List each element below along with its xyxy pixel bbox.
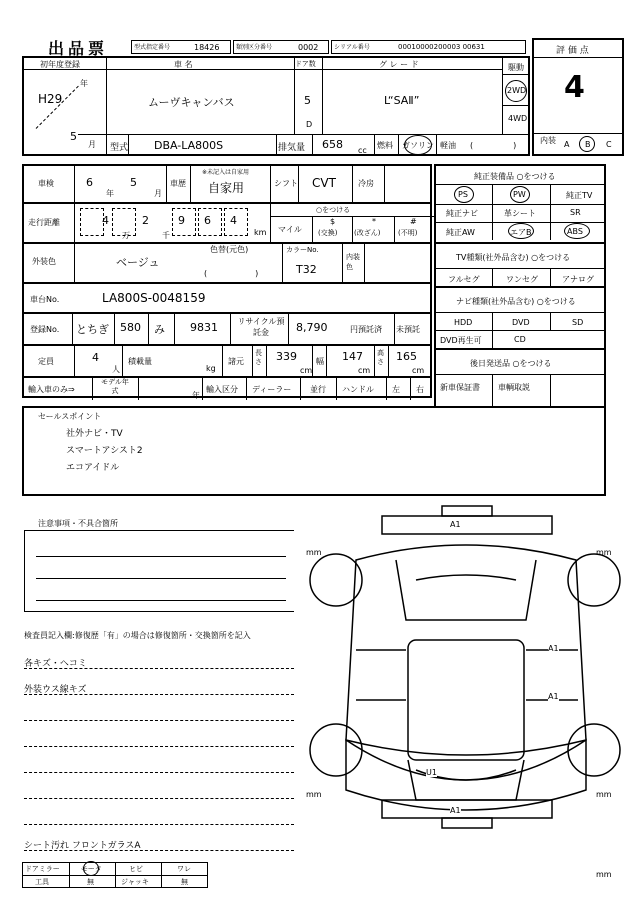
displacement-value: 658 — [322, 138, 343, 151]
width-unit: cm — [358, 366, 371, 375]
inspect-year-unit: 年 — [106, 189, 114, 198]
tools-label: 工具 — [35, 878, 49, 886]
recycle-unit: 円預託済 — [350, 325, 382, 334]
recycle-label: リサイクル預託金 — [237, 317, 285, 337]
front-bumper-shape — [382, 516, 552, 534]
equip-ps: PS — [458, 190, 468, 199]
mm-label-1: mm — [306, 548, 322, 557]
type-label: 型式指定番号 — [134, 44, 171, 51]
rating-box — [532, 38, 624, 156]
wheel-rear-left — [310, 724, 362, 776]
equip-aw: 純正AW — [446, 228, 475, 237]
equip-tv: 純正TV — [566, 191, 593, 200]
navi-dvd-play: DVD再生可 — [440, 336, 482, 345]
mileage-unit-1: 万 — [122, 231, 130, 240]
equip-sr: SR — [570, 208, 581, 217]
drive-label: 駆動 — [508, 63, 524, 72]
import-left: 左 — [392, 385, 400, 394]
later-warranty: 新車保証書 — [440, 383, 480, 392]
color-no-label: カラーNo. — [286, 246, 319, 254]
interior-label: 内装 — [540, 136, 556, 145]
equipment-block — [434, 164, 606, 408]
sales-label: セールスポイント — [38, 412, 102, 421]
first-reg-label: 初年度登録 — [40, 60, 80, 69]
color-value: ベージュ — [116, 256, 160, 269]
class-no: 0002 — [298, 43, 319, 52]
mileage-circle-note: ○をつける — [316, 206, 351, 214]
navi-dvd: DVD — [512, 318, 530, 327]
width-label: 幅 — [316, 357, 324, 366]
first-reg-month-unit: 月 — [88, 140, 96, 149]
height-unit: cm — [412, 366, 425, 375]
history-value: 自家用 — [208, 181, 245, 195]
interior-color-label: 内装色 — [346, 253, 360, 271]
color-label: 外装色 — [32, 257, 56, 266]
chassis-value: LA800S-0048159 — [102, 291, 206, 305]
cabin-shape — [408, 640, 524, 760]
sales-point-1: 社外ナビ・TV — [66, 429, 123, 439]
import-model-year: モデル年式 — [101, 378, 129, 395]
notes-label: 注意事項・不具合箇所 — [38, 519, 118, 528]
car-name-label: 車 名 — [174, 60, 193, 69]
class-label: 類別区分番号 — [236, 44, 273, 51]
tv-analog: アナログ — [562, 275, 594, 284]
length-value: 339 — [276, 350, 297, 363]
form-title: 出品票 — [48, 39, 109, 58]
fuel-gas: ガソリン — [402, 141, 434, 150]
damage-side-1: A1 — [548, 644, 559, 653]
mileage-label: 走行距離 — [28, 218, 60, 227]
history-label: 車歴 — [170, 179, 186, 188]
interior-b: B — [585, 140, 591, 149]
equipment-title: 純正装備品 ○をつける — [474, 172, 556, 181]
tools-value: 無 — [87, 878, 94, 886]
first-reg-year-unit: 年 — [80, 79, 88, 88]
mileage-hash-sub: (不明) — [398, 229, 418, 237]
reg-kana: み — [154, 323, 165, 336]
rear-bumper-shape — [382, 800, 552, 818]
shift-label: シフト — [274, 179, 298, 188]
mileage-km: km — [254, 228, 267, 237]
height-label: 高さ — [377, 349, 384, 366]
doors-value: 5 — [304, 94, 311, 107]
mileage-digit-2: 2 — [142, 214, 149, 227]
reg-pref: とちぎ — [76, 323, 109, 336]
serial-box — [331, 40, 526, 54]
mileage-dollar: $ — [330, 217, 336, 226]
width-value: 147 — [342, 350, 363, 363]
fuel-label: 燃料 — [377, 141, 393, 150]
recycle-value: 8,790 — [296, 321, 328, 334]
mileage-digit-4: 6 — [204, 214, 211, 227]
mirror-motor: モータ — [81, 865, 102, 873]
fuel-diesel: 軽油 — [440, 141, 456, 150]
model-label: 型式 — [110, 143, 129, 153]
shift-value: CVT — [312, 176, 336, 190]
mileage-unit-2: 千 — [162, 231, 170, 240]
doors-sub: D — [306, 120, 313, 129]
sales-point-2: スマートアシスト2 — [66, 446, 143, 456]
mileage-dollar-sub: (交換) — [318, 229, 338, 237]
tv-fullseg: フルセグ — [448, 275, 480, 284]
mm-label-5: mm — [596, 870, 612, 879]
mirror-crack: ヒビ — [129, 865, 143, 873]
note-line-2: 外装ウス線キズ — [24, 685, 87, 695]
equip-leather: 革シート — [504, 209, 536, 218]
color-no: T32 — [296, 263, 317, 276]
mileage-star: * — [372, 217, 376, 226]
ac-label: 冷房 — [358, 179, 374, 188]
inspector-note: 検査員記入欄:修復歴「有」の場合は修復箇所・交換箇所を記入 — [24, 631, 251, 640]
mileage-digit-3: 9 — [178, 214, 185, 227]
tv-type-title: TV種類(社外品含む) ○をつける — [456, 253, 571, 262]
vehicle-block — [22, 56, 530, 156]
note-line-1: 各キズ・ヘコミ — [24, 659, 87, 669]
sales-points — [22, 406, 606, 496]
equip-pw: PW — [513, 190, 526, 199]
sales-point-3: エコアイドル — [66, 463, 120, 473]
reg-label: 登録No. — [30, 325, 60, 334]
mm-label-4: mm — [596, 790, 612, 799]
capacity-unit: 人 — [112, 365, 120, 374]
type-no-box — [131, 40, 231, 54]
mirror-label: ドアミラー — [25, 865, 60, 873]
inspect-label: 車検 — [38, 179, 54, 188]
color-change-paren: ( ) — [204, 269, 259, 278]
first-reg-month: 5 — [70, 130, 77, 143]
mirror-broken: ワレ — [177, 865, 191, 873]
jack-value: 無 — [181, 878, 188, 886]
import-parallel: 並行 — [310, 385, 326, 394]
length-unit: cm — [300, 366, 313, 375]
damage-under: U1 — [426, 768, 437, 777]
mileage-star-sub: (改ざん) — [354, 229, 381, 237]
details-block — [22, 164, 432, 398]
class-no-box — [233, 40, 329, 54]
later-title: 後日発送品 ○をつける — [470, 359, 552, 368]
navi-cd: CD — [514, 335, 526, 344]
color-change-label: 色替(元色) — [210, 245, 249, 254]
mileage-digit-1: 4 — [102, 214, 109, 227]
grade-label: グ レ ー ド — [379, 60, 419, 69]
import-dealer: ディーラー — [252, 385, 292, 394]
equip-abs: ABS — [567, 227, 583, 236]
mm-label-2: mm — [596, 548, 612, 557]
import-label: 輸入車のみ⇒ — [28, 385, 75, 394]
reg-num1: 580 — [120, 321, 141, 334]
serial-no: 00010000200003 00631 — [398, 43, 485, 51]
load-unit: kg — [206, 364, 216, 373]
rating-value: 4 — [564, 70, 585, 105]
model-value: DBA-LA800S — [154, 139, 224, 152]
tools-table — [22, 862, 208, 888]
damage-rear: A1 — [450, 806, 461, 815]
inspect-month: 5 — [130, 176, 137, 189]
grade-value: L“SAⅡ” — [384, 94, 420, 107]
fuel-paren: ( ) — [470, 141, 517, 150]
damage-front: A1 — [450, 520, 461, 529]
load-label: 積載量 — [128, 357, 152, 366]
height-value: 165 — [396, 350, 417, 363]
mileage-mile: マイル — [278, 225, 302, 234]
jack-label: ジャッキ — [121, 878, 149, 886]
mm-label-3: mm — [306, 790, 322, 799]
capacity-label: 定員 — [38, 357, 54, 366]
doors-label: ドア数 — [295, 60, 316, 68]
type-no: 18426 — [194, 43, 220, 52]
import-class-label: 輸入区分 — [206, 385, 238, 394]
equip-ac: エアB — [510, 228, 532, 237]
interior-b-circle — [579, 136, 595, 152]
car-diagram — [296, 500, 630, 892]
rating-label: 評 価 点 — [556, 46, 589, 56]
import-year-unit: 年 — [192, 391, 200, 400]
history-note: ※未記入は自家用 — [202, 169, 250, 176]
interior-c: C — [606, 140, 612, 149]
equip-navi: 純正ナビ — [446, 209, 478, 218]
navi-sd: SD — [572, 318, 584, 327]
import-right: 右 — [416, 385, 424, 394]
spec-label: 諸元 — [228, 357, 244, 366]
wheel-rear-right — [568, 724, 620, 776]
displacement-label: 排気量 — [278, 143, 306, 153]
tv-oneseg: ワンセグ — [506, 275, 538, 284]
damage-side-2: A1 — [548, 692, 559, 701]
motor-circle — [83, 861, 99, 876]
note-line-3: シート汚れ フロントガラスA — [24, 841, 141, 851]
displacement-unit: cc — [358, 146, 367, 155]
navi-hdd: HDD — [454, 318, 473, 327]
serial-label: シリアル番号 — [334, 44, 370, 51]
wheel-front-right — [568, 554, 620, 606]
car-name: ムーヴキャンバス — [148, 96, 235, 109]
recycle-unpaid: 未預託 — [396, 325, 420, 334]
mileage-hash: # — [410, 217, 417, 226]
navi-type-title: ナビ種類(社外品含む) ○をつける — [456, 297, 576, 306]
inspect-year: 6 — [86, 176, 93, 189]
first-reg-era: H29 — [38, 92, 63, 106]
chassis-label: 車台No. — [30, 295, 60, 304]
interior-a: A — [564, 140, 570, 149]
drive-4wd: 4WD — [508, 114, 528, 123]
mileage-digit-5: 4 — [230, 214, 237, 227]
length-label: 長さ — [255, 349, 262, 366]
import-handle: ハンドル — [342, 385, 374, 394]
drive-2wd: 2WD — [507, 86, 527, 95]
later-manual: 車輌取説 — [498, 383, 530, 392]
capacity-value: 4 — [92, 351, 99, 364]
inspect-month-unit: 月 — [154, 189, 162, 198]
reg-num2: 9831 — [190, 321, 218, 334]
